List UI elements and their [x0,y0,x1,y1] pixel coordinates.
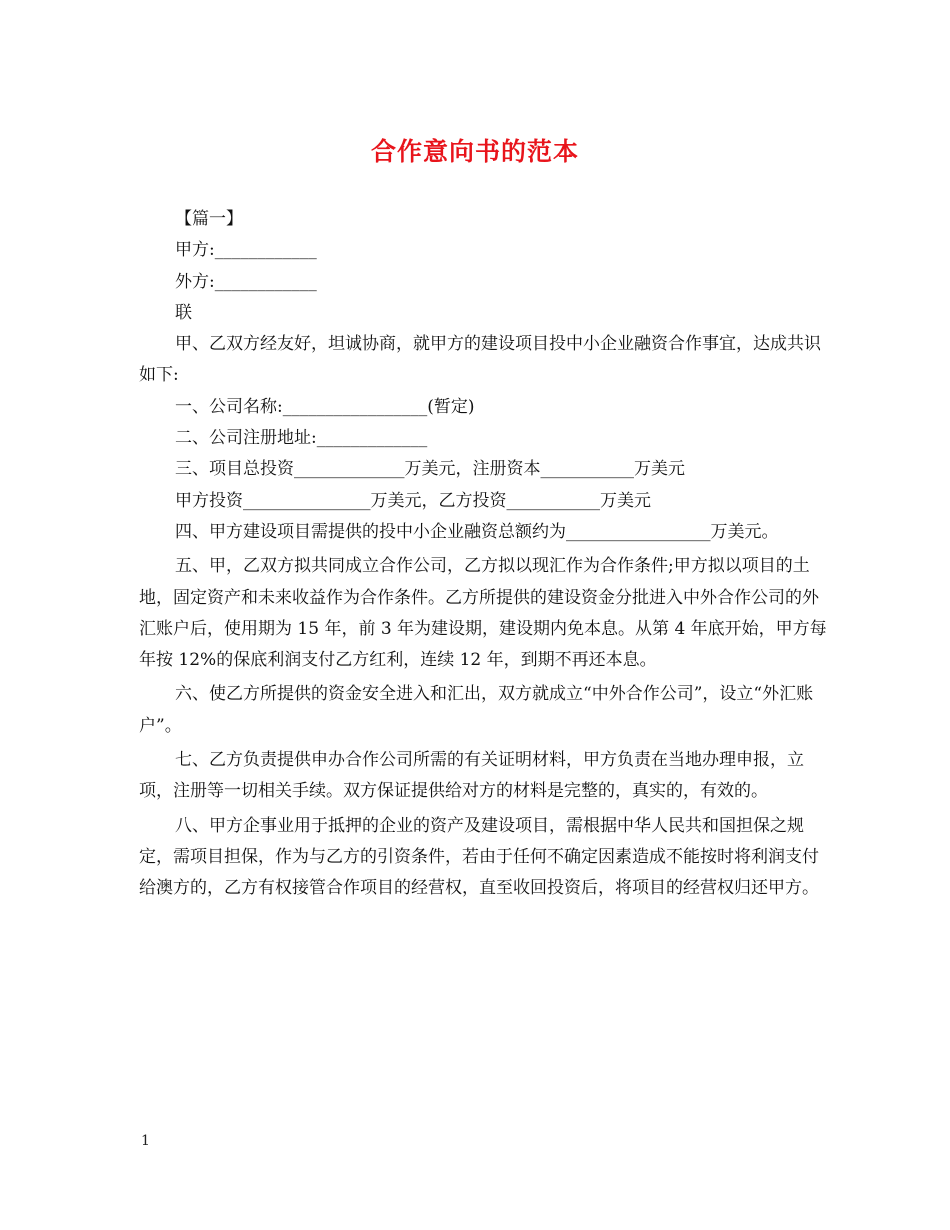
item-4-financing-amount: 四、甲方建设项目需提供的投中小企业融资总额约为_________________万美元。 [175,521,779,542]
item-3-investment-split: 甲方投资_______________万美元，乙方投资___________万美元 [175,490,651,511]
item-3-total-investment: 三、项目总投资_____________万美元，注册资本___________万美元 [175,459,685,480]
item-5-cooperation-terms: 五、甲，乙双方拟共同成立合作公司，乙方拟以现汇作为合作条件;甲方拟以项目的土地，固定资产和未来收益作为合作条件。乙方所提供的建设资金分批进入中外合作公司的外汇账户后，使用期为 15 年，前 3 年为建设期，建设期内免本息。从第 4 年底开始，甲方每年按 12%的保底利润支付乙方红利，连续 12 年，到期不再还本息。 [139,556,827,671]
party-b-line: 外方:____________ [175,271,317,292]
intro-paragraph: 甲、乙双方经友好，坦诚协商，就甲方的建设项目投中小企业融资合作事宜，达成共识如下: [139,334,821,386]
item-1-company-name: 一、公司名称:_________________(暂定) [175,396,475,417]
document-body [139,204,829,905]
item-2-registered-address: 二、公司注册地址:_____________ [175,428,428,449]
document-title: 合作意向书的范本 [370,137,579,166]
item-7-documents-and-procedures: 七、乙方负责提供申办合作公司所需的有关证明材料，甲方负责在当地办理申报，立项，注册等一切相关手续。双方保证提供给对方的材料是完整的，真实的，有效的。 [139,750,804,802]
item-8-mortgage-and-guarantee: 八、甲方企事业用于抵押的企业的资产及建设项目，需根据中华人民共和国担保之规定，需项目担保，作为与乙方的引资条件，若由于任何不确定因素造成不能按时将利润支付给澳方的，乙方有权接管合作项目的经营权，直至收回投资后，将项目的经营权归还甲方。 [139,815,819,899]
page-number: 1 [141,1133,150,1149]
section-label: 【篇一】 [175,209,243,229]
party-a-line: 甲方:____________ [175,240,317,261]
lian-line: 联 [175,302,192,323]
item-6-foreign-exchange-account: 六、使乙方所提供的资金安全进入和汇出，双方就成立“中外合作公司”，设立“外汇账户”。 [139,684,814,736]
